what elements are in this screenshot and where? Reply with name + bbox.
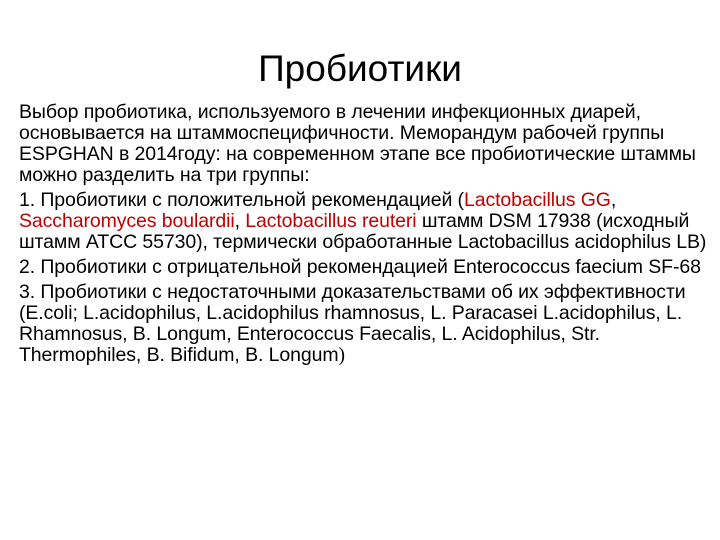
group-3-text: 3. Пробиотики с недостаточными доказательствами об их эффективности (E.coli; L.acidophilus, L.acidophilus rhamnosus, L. Paracasei L.acidophilus, L. Rhamnosus, B. Longum, Enterococcus Faecalis, L. Acidophilus, Str. Thermophiles, B. Bifidum, B. Longum [19,281,686,366]
group-1-separator-2: , [234,210,246,232]
intro-paragraph: Выбор пробиотика, используемого в лечении инфекционных диарей, основывается на штаммоспецифичности. Меморандум рабочей группы ESPGHAN в 2014году: на современном этапе все пробиотические штаммы можно разделить на три группы: [19,101,696,186]
group-2-paragraph: 2. Пробиотики с отрицательной рекомендацией Enterococcus faecium SF-68 [19,256,701,278]
slide-title: Пробиотики [258,48,462,89]
group-1-separator-1: , [610,189,617,211]
group-3-closing-paren: ) [338,345,345,366]
strain-saccharomyces-boulardii: Saccharomyces boulardii [19,210,235,232]
slide-body [19,102,714,370]
group-1-tail: штамм DSM 17938 (исходный штамм ATCC 55730), термически обработанные Lactobacillus acidophilus LB) [19,210,707,253]
group-1-paragraph [19,190,714,253]
strain-lactobacillus-gg: Lactobacillus GG [463,189,611,211]
group-3-paragraph [19,282,714,366]
group-1-lead: 1. Пробиотики с положительной рекомендацией ( [19,189,464,211]
strain-lactobacillus-reuteri: Lactobacillus reuteri [245,210,417,232]
